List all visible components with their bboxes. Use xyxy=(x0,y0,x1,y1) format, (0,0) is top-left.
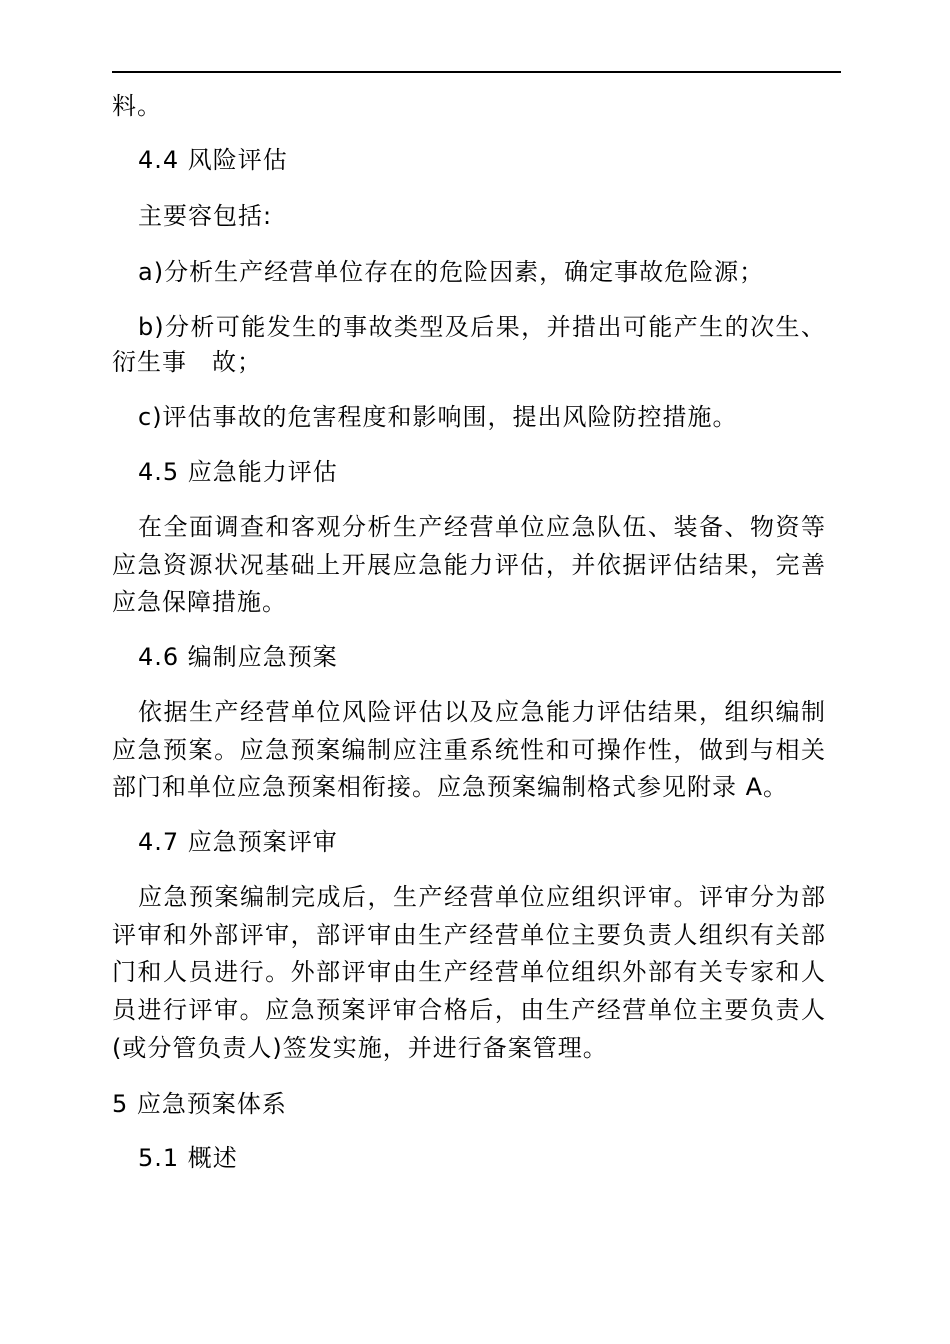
body-text-line: (或分管负责人)签发实施，并进行备案管理。 xyxy=(112,1034,608,1062)
list-item-b: b)分析可能发生的事故类型及后果，并措出可能产生的次生、 xyxy=(138,313,826,341)
body-text-line: 料。 xyxy=(112,92,162,120)
body-text-line: 应急资源状况基础上开展应急能力评估，并依据评估结果，完善 xyxy=(112,551,826,579)
section-heading-5-1: 5.1 概述 xyxy=(138,1144,238,1172)
chapter-heading-5: 5 应急预案体系 xyxy=(112,1090,287,1118)
section-heading-4-5: 4.5 应急能力评估 xyxy=(138,458,338,486)
section-heading-4-7: 4.7 应急预案评审 xyxy=(138,828,338,856)
body-text-line: 员进行评审。应急预案评审合格后，由生产经营单位主要负责人 xyxy=(112,996,826,1024)
body-text-line: 评审和外部评审，部评审由生产经营单位主要负责人组织有关部 xyxy=(112,921,826,949)
body-text-line: 主要容包括: xyxy=(138,202,273,230)
body-text-line: 应急预案编制完成后，生产经营单位应组织评审。评审分为部 xyxy=(138,883,826,911)
list-item-a: a)分析生产经营单位存在的危险因素，确定事故危险源； xyxy=(138,258,765,286)
section-heading-4-4: 4.4 风险评估 xyxy=(138,146,288,174)
body-text-line: 应急预案。应急预案编制应注重系统性和可操作性，做到与相关 xyxy=(112,736,826,764)
body-text-line: 部门和单位应急预案相衔接。应急预案编制格式参见附录 A。 xyxy=(112,773,789,801)
body-text-line: 依据生产经营单位风险评估以及应急能力评估结果，组织编制 xyxy=(138,698,826,726)
section-heading-4-6: 4.6 编制应急预案 xyxy=(138,643,338,671)
list-item-c: c)评估事故的危害程度和影响围，提出风险防控措施。 xyxy=(138,403,738,431)
header-rule xyxy=(112,71,841,73)
body-text-line: 应急保障措施。 xyxy=(112,588,287,616)
list-item-b-continued: 衍生事 故； xyxy=(112,348,262,376)
body-text-line: 门和人员进行。外部评审由生产经营单位组织外部有关专家和人 xyxy=(112,958,826,986)
body-text-line: 在全面调查和客观分析生产经营单位应急队伍、装备、物资等 xyxy=(138,513,826,541)
